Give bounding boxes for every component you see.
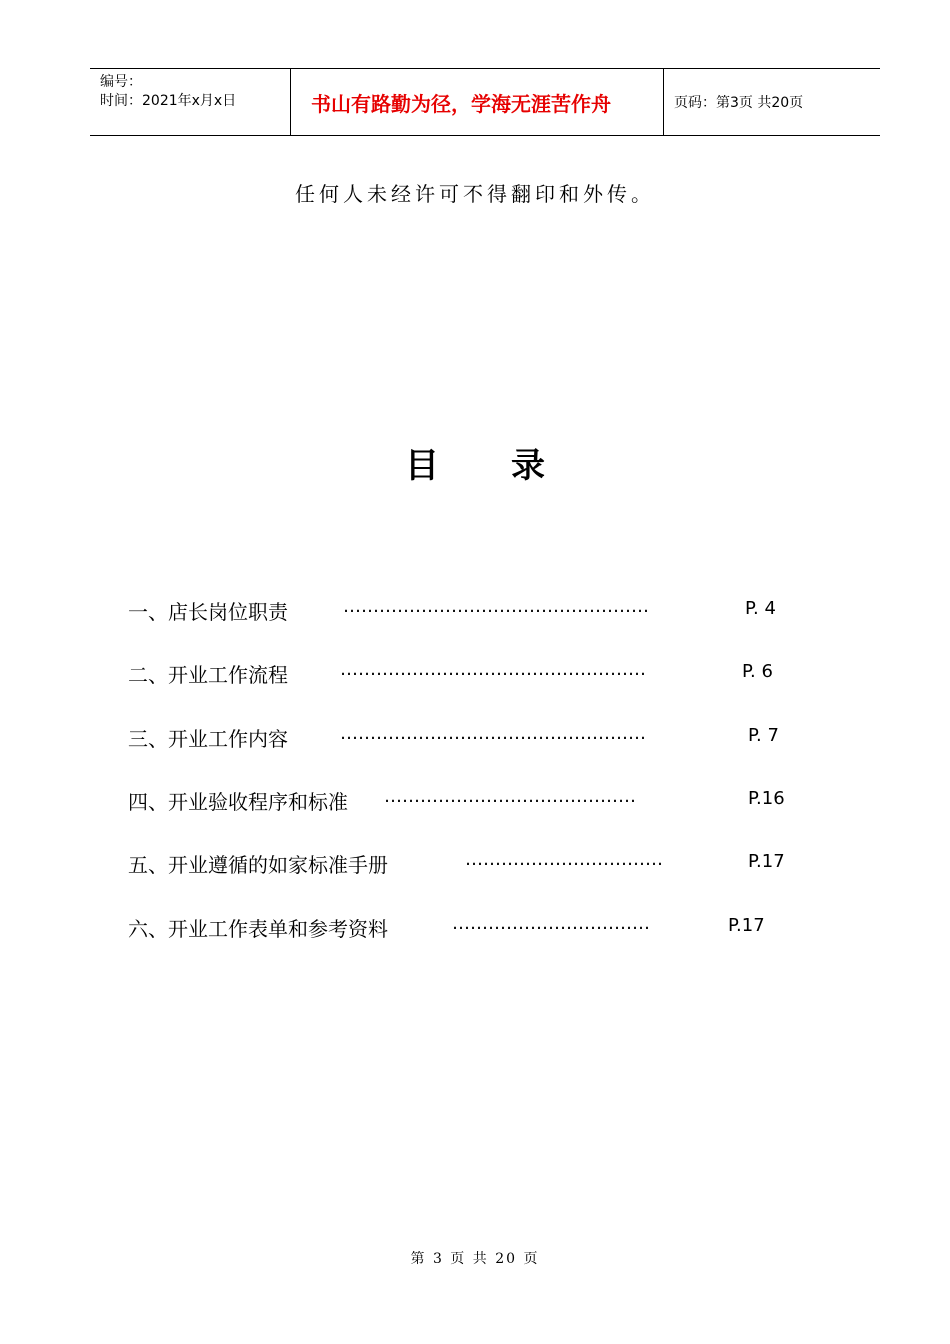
page-footer: 第 3 页 共 20 页	[410, 1251, 540, 1267]
toc-item-page: P.17	[748, 851, 785, 872]
toc-item-label: 六、开业工作表单和参考资料	[128, 917, 388, 941]
toc-item-leader: ……………………………………………	[340, 659, 646, 680]
toc-item-leader: ……………………………………	[384, 786, 636, 807]
toc-item-label: 四、开业验收程序和标准	[128, 790, 348, 814]
toc-item[interactable]	[128, 659, 828, 689]
header-meta	[90, 69, 291, 135]
toc-item[interactable]	[128, 786, 828, 816]
toc-item-label: 一、店长岗位职责	[128, 600, 288, 624]
toc-item-page: P. 4	[745, 598, 776, 619]
toc-item-leader: ……………………………	[452, 913, 650, 934]
header-page-info: 页码：第3页 共20页	[674, 95, 804, 111]
toc-item-label: 二、开业工作流程	[128, 663, 288, 687]
toc-item[interactable]	[128, 849, 828, 879]
header-motto-cell	[291, 69, 664, 135]
toc-item-page: P. 7	[748, 725, 779, 746]
toc-item-leader: ……………………………	[465, 849, 663, 870]
toc-item-label: 三、开业工作内容	[128, 727, 288, 751]
header-motto: 书山有路勤为径，学海无涯苦作舟	[311, 91, 611, 116]
header-time-label: 时间：2021年x月x日	[100, 93, 237, 109]
toc-item[interactable]	[128, 913, 828, 943]
toc-item[interactable]	[128, 596, 828, 626]
toc-item[interactable]	[128, 723, 828, 753]
toc-item-page: P.16	[748, 788, 785, 809]
toc-item-leader: ……………………………………………	[343, 596, 649, 617]
header-number-label: 编号：	[100, 74, 142, 90]
toc-title	[0, 438, 950, 487]
toc-item-leader: ……………………………………………	[340, 723, 646, 744]
toc-item-page: P. 6	[742, 661, 773, 682]
toc-item-label: 五、开业遵循的如家标准手册	[128, 853, 388, 877]
toc-item-page: P.17	[728, 915, 765, 936]
page-header	[90, 68, 880, 136]
toc-title-char-2: 录	[511, 446, 545, 486]
copyright-notice: 任何人未经许可不得翻印和外传。	[295, 182, 655, 206]
toc-title-char-1: 目	[405, 446, 439, 486]
